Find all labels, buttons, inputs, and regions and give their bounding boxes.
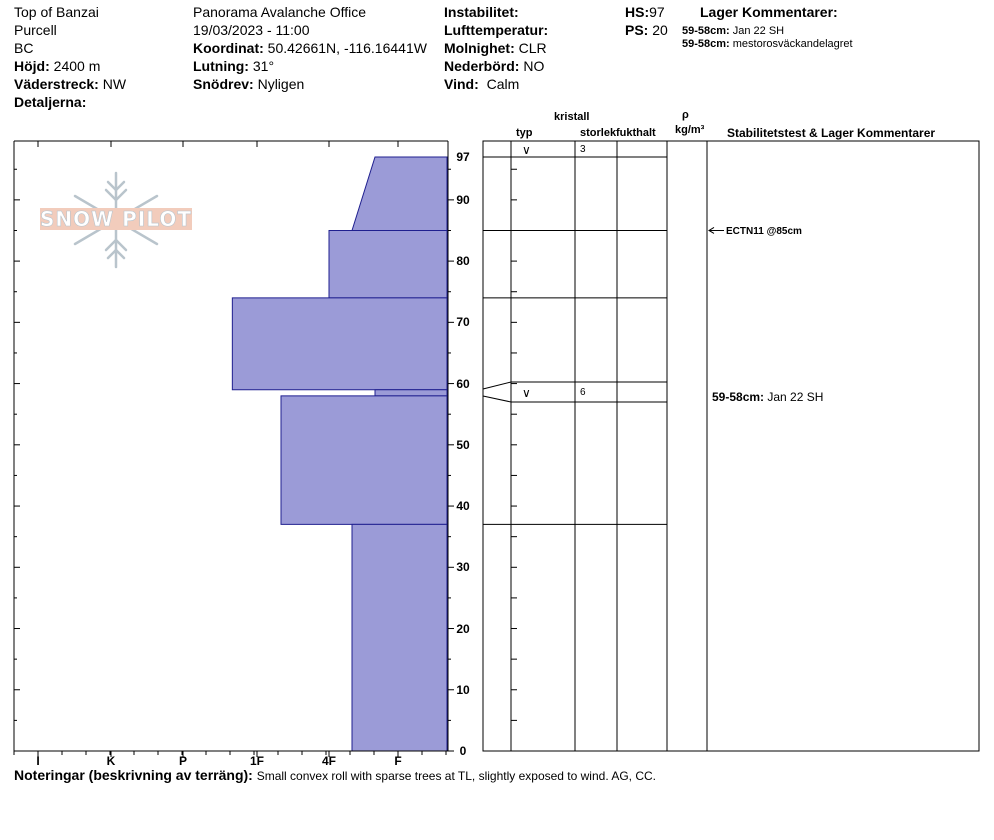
- height-label-90: 90: [456, 192, 470, 207]
- hardness-label-1F: 1F: [249, 754, 264, 768]
- row-1-size: 3: [580, 144, 586, 155]
- hardness-label-P: P: [178, 754, 187, 768]
- stability-tests: [709, 227, 724, 233]
- hs-value: 97: [649, 4, 665, 20]
- stability-header: Stabilitetstest & Lager Kommentarer: [727, 126, 936, 140]
- hardness-label-K: K: [106, 754, 116, 768]
- moisture-header: fukthalt: [616, 127, 656, 139]
- crystal-header: kristall: [554, 111, 590, 123]
- density-unit-header: kg/m³: [675, 124, 705, 136]
- sky-value: CLR: [518, 40, 547, 56]
- layer-note-text: Jan 22 SH: [767, 390, 824, 404]
- terrain-notes-label: Noteringar (beskrivning av terräng):: [14, 767, 253, 783]
- precip-value: NO: [523, 58, 545, 74]
- row-1-type: ∨: [522, 143, 531, 157]
- terrain-notes-text: Small convex roll with sparse trees at TL, slightly exposed to wind. AG, CC.: [256, 769, 656, 783]
- coordinates-value: 50.42661N, -116.16441W: [267, 40, 427, 56]
- hs-label: HS:: [625, 4, 650, 20]
- hardness-layer-4: [375, 390, 447, 396]
- hardness-label-4F: 4F: [321, 754, 336, 768]
- size-header: storlek: [580, 127, 617, 139]
- aspect-label: Väderstreck:: [14, 76, 99, 92]
- height-label-50: 50: [456, 437, 470, 452]
- layer-note-depth: 59-58cm:: [712, 390, 765, 404]
- wind-label: Vind:: [444, 76, 479, 92]
- observation-datetime: 19/03/2023 - 11:00: [193, 22, 310, 38]
- height-label-70: 70: [456, 315, 470, 330]
- hardness-layer-1: [352, 157, 447, 230]
- height-label-30: 30: [456, 560, 470, 575]
- layer-comment-2-depth: 59-58cm:: [682, 38, 730, 50]
- layer-comments-title: Lager Kommentarer:: [700, 4, 838, 20]
- sky-label: Molnighet:: [444, 40, 515, 56]
- height-label-97: 97: [456, 150, 470, 164]
- slope-label: Lutning:: [193, 58, 249, 74]
- drift-value: Nyligen: [257, 76, 305, 92]
- air-temp-label: Lufttemperatur:: [444, 22, 549, 38]
- terrain-notes: [14, 767, 656, 784]
- aspect-value: NW: [102, 76, 127, 92]
- hardness-layer-5: [281, 396, 447, 525]
- location-name: Top of Banzai: [14, 4, 99, 20]
- drift-label: Snödrev:: [193, 76, 254, 92]
- ps-label: PS:: [625, 22, 649, 38]
- height-label-0: 0: [459, 744, 467, 758]
- range-name: Purcell: [14, 22, 57, 38]
- height-label-40: 40: [456, 499, 470, 514]
- height-label-80: 80: [456, 254, 470, 269]
- ps-value: 20: [652, 22, 668, 38]
- height-label-60: 60: [456, 376, 470, 391]
- details-label: Detaljerna:: [14, 94, 87, 110]
- hardness-layer-6: [352, 524, 447, 751]
- row-2-type: ∨: [522, 386, 531, 400]
- layer-note: [712, 391, 823, 403]
- elevation-value: 2400 m: [53, 58, 101, 74]
- hardness-label-F: F: [394, 754, 402, 768]
- logo-text: SNOW PILOT: [40, 207, 192, 231]
- province-name: BC: [14, 40, 34, 56]
- slope-value: 31°: [252, 58, 275, 74]
- hardness-profile: [232, 157, 447, 751]
- rho-header: ρ: [682, 109, 689, 121]
- hardness-layer-2: [329, 230, 447, 297]
- layer-comment-1-depth: 59-58cm:: [682, 25, 730, 37]
- layer-comment-2-text: mestorosväckandelagret: [732, 38, 853, 50]
- height-label-10: 10: [456, 682, 470, 697]
- wind-value: Calm: [486, 76, 520, 92]
- height-label-20: 20: [456, 621, 470, 636]
- layer-comment-1-text: Jan 22 SH: [732, 25, 785, 37]
- elevation-label: Höjd:: [14, 58, 50, 74]
- hardness-layer-3: [232, 298, 447, 390]
- stability-test-1: ECTN11 @85cm: [726, 226, 802, 237]
- type-header: typ: [516, 127, 533, 139]
- coordinates-label: Koordinat:: [193, 40, 264, 56]
- office-name: Panorama Avalanche Office: [193, 4, 367, 20]
- precip-label: Nederbörd:: [444, 58, 520, 74]
- hardness-label-I: I: [36, 754, 40, 768]
- row-2-size: 6: [580, 387, 586, 398]
- instability-label: Instabilitet:: [444, 4, 519, 20]
